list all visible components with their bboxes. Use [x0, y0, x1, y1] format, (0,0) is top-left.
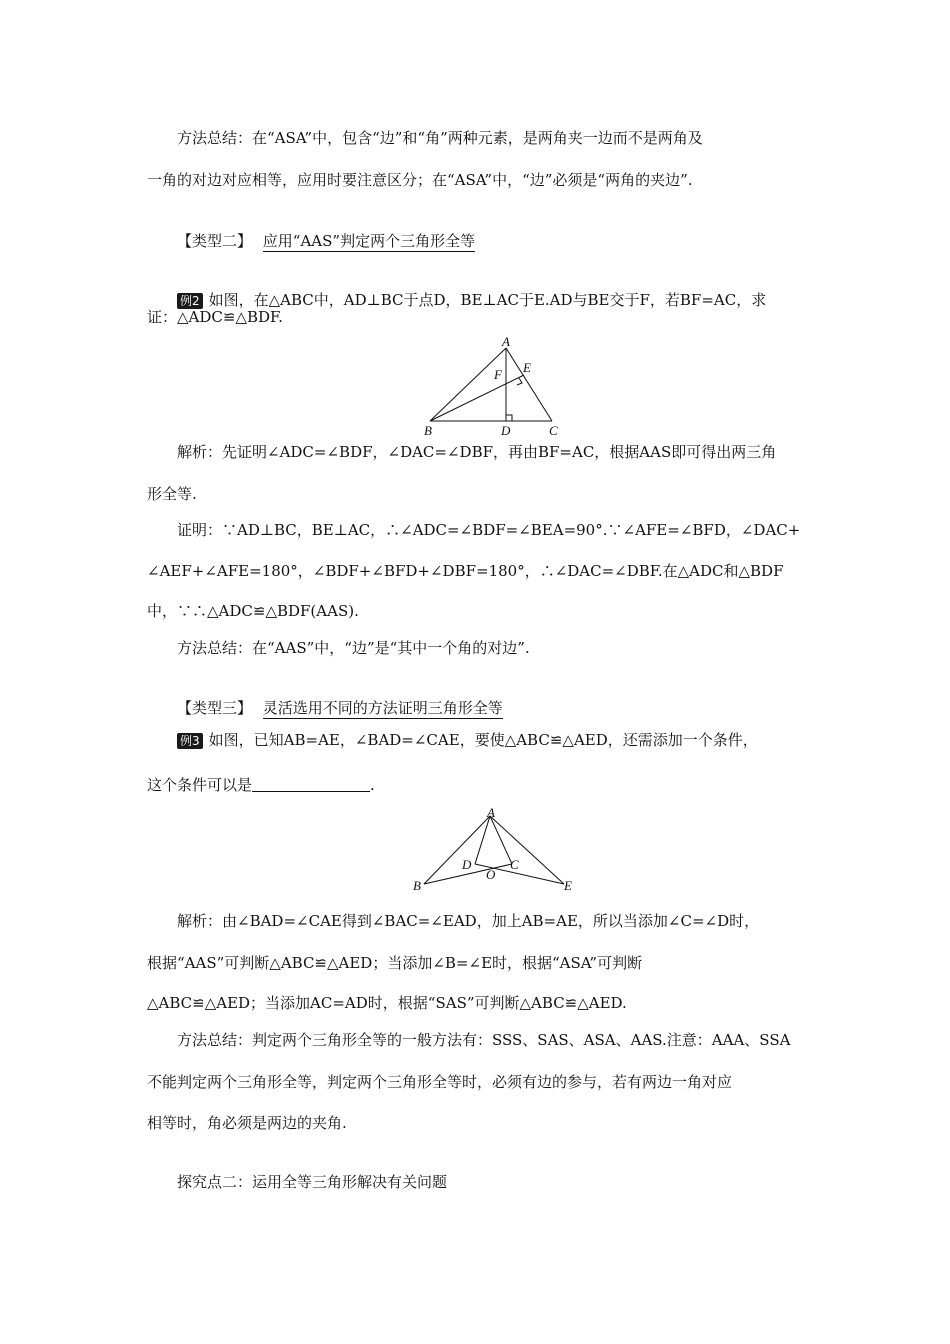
example3-line1: [177, 730, 837, 750]
type3-heading-text: 灵活选用不同的方法证明三角形全等: [262, 699, 503, 717]
ex2-proof-line3: 中，∵∴△ADC≌△BDF(AAS).: [147, 602, 359, 620]
ex3-analysis-line3: △ABC≌△AED；当添加AC=AD时，根据“SAS”可判断△ABC≌△AED.: [147, 994, 627, 1012]
type3-heading: [177, 698, 503, 718]
ex2-proof-line2: ∠AEF+∠AFE=180°，∠BDF+∠BFD+∠DBF=180°，∴∠DAC=∠DBF.在△ADC和△BDF: [147, 562, 784, 580]
type2-heading-text: 应用“AAS”判定两个三角形全等: [262, 232, 476, 250]
type2-heading-bracket: 【类型二】: [177, 232, 253, 250]
ex2-analysis-line1: 解析：先证明∠ADC=∠BDF，∠DAC=∠DBF，再由BF=AC，根据AAS即可得出两三角: [177, 443, 777, 461]
ex3-analysis-line1: 解析：由∠BAD=∠CAE得到∠BAC=∠EAD，加上AB=AE，所以当添加∠C=∠D时，: [177, 912, 760, 930]
example3-line2: [147, 775, 807, 795]
label-d: D: [501, 423, 511, 438]
label-f: F: [494, 367, 502, 382]
type3-heading-bracket: 【类型三】: [177, 699, 253, 717]
example3-line2-end: .: [370, 776, 375, 794]
example3-badge: 例3: [177, 733, 203, 749]
ex2-analysis-line2: 形全等.: [147, 485, 197, 503]
ex2-proof-line1: 证明：∵AD⊥BC，BE⊥AC，∴∠ADC=∠BDF=∠BEA=90°.∵∠AFE=∠BFD，∠DAC+: [177, 521, 801, 539]
label-e: E: [523, 360, 531, 375]
method1-line2: 一角的对边对应相等，应用时要注意区分；在“ASA”中，“边”必须是“两角的夹边”.: [147, 171, 693, 189]
example2-badge: 例2: [177, 293, 203, 309]
label-e: E: [564, 878, 572, 893]
ex3-analysis-line2: 根据“AAS”可判断△ABC≌△AED；当添加∠B=∠E时，根据“ASA”可判断: [147, 954, 643, 972]
method-summary-2: 方法总结：在“AAS”中，“边”是“其中一个角的对边”.: [177, 639, 530, 657]
label-b: B: [424, 423, 432, 438]
figure-triangles-abe: [410, 806, 580, 896]
example3-text: 如图，已知AB=AE，∠BAD=∠CAE，要使△ABC≌△AED，还需添加一个条件，: [208, 731, 758, 749]
label-d: D: [462, 857, 472, 872]
label-o: O: [486, 867, 496, 882]
method3-line3: 相等时，角必须是两边的夹角.: [147, 1114, 347, 1132]
example3-line2-text: 这个条件可以是: [147, 776, 253, 794]
example2-line2: 证：△ADC≌△BDF.: [147, 308, 283, 326]
method3-line1: 方法总结：判定两个三角形全等的一般方法有：SSS、SAS、ASA、AAS.注意：AAA、SSA: [177, 1031, 791, 1049]
explore-point-2: 探究点二：运用全等三角形解决有关问题: [177, 1173, 448, 1191]
label-c: C: [510, 857, 519, 872]
label-b: B: [413, 878, 421, 893]
example2-text: 如图，在△ABC中，AD⊥BC于点D，BE⊥AC于E.AD与BE交于F，若BF=AC，求: [208, 291, 767, 309]
label-a: A: [487, 806, 495, 820]
figure-triangle-abc: [418, 336, 568, 440]
method3-line2: 不能判定两个三角形全等，判定两个三角形全等时，必须有边的参与，若有两边一角对应: [147, 1073, 733, 1091]
method1-line1: 方法总结：在“ASA”中，包含“边”和“角”两种元素，是两角夹一边而不是两角及: [177, 129, 703, 147]
label-a: A: [502, 336, 510, 349]
answer-blank[interactable]: [252, 777, 370, 792]
label-c: C: [549, 423, 558, 438]
type2-heading: [177, 231, 475, 251]
